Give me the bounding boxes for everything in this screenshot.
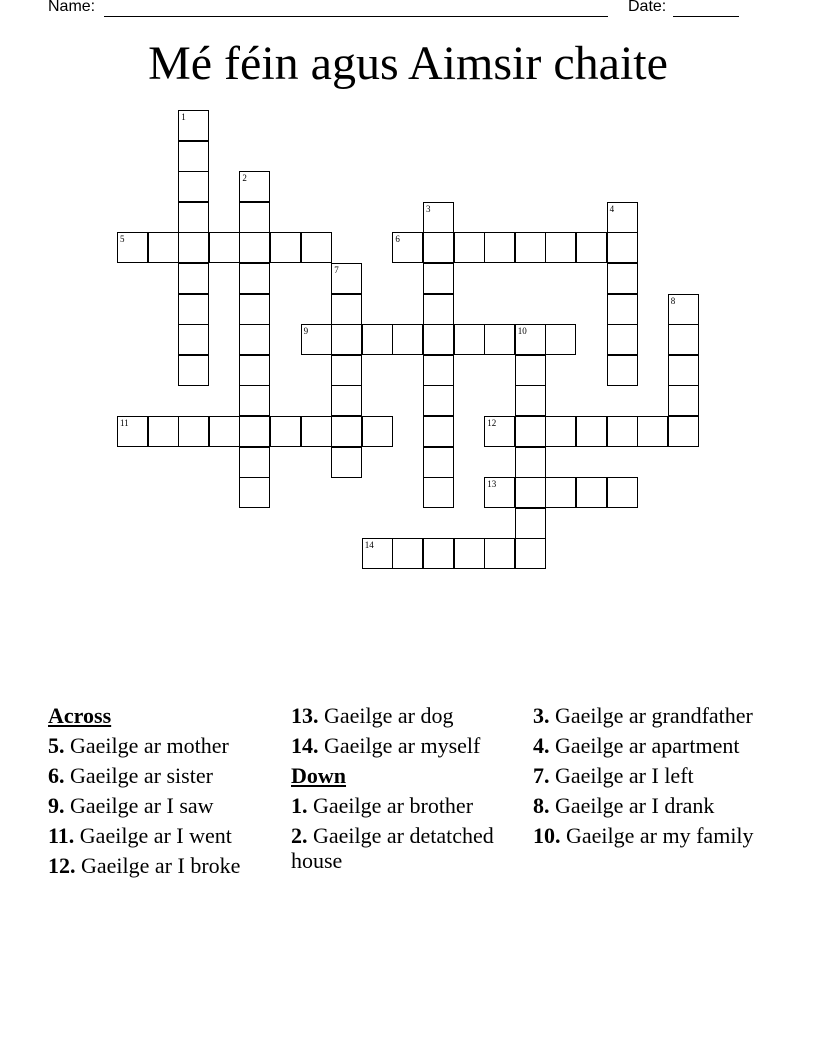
crossword-cell[interactable]: [239, 324, 270, 355]
crossword-cell[interactable]: [668, 294, 699, 325]
across-heading: Across: [48, 703, 112, 728]
crossword-cell[interactable]: [515, 447, 546, 478]
clue-item-text: Gaeilge ar sister: [64, 763, 213, 788]
clue-number: 9: [303, 326, 309, 337]
clue-item-number: 3.: [533, 703, 550, 728]
crossword-cell[interactable]: [362, 324, 393, 355]
crossword-cell[interactable]: [423, 202, 454, 233]
crossword-cell[interactable]: [576, 232, 607, 263]
clue-item-text: Gaeilge ar mother: [64, 733, 229, 758]
crossword-cell[interactable]: [239, 232, 270, 263]
clue-item-text: Gaeilge ar I saw: [64, 793, 214, 818]
crossword-cell[interactable]: [607, 416, 638, 447]
crossword-cell[interactable]: [178, 171, 209, 202]
crossword-cell[interactable]: [545, 232, 576, 263]
clue-item: [291, 733, 521, 758]
clue-number: 5: [120, 234, 125, 245]
clue-item-text: Gaeilge ar myself: [318, 733, 481, 758]
crossword-cell[interactable]: [331, 263, 362, 294]
crossword-cell[interactable]: [178, 110, 209, 141]
crossword-cell[interactable]: [668, 324, 699, 355]
crossword-cell[interactable]: [484, 324, 515, 355]
clue-item-text: Gaeilge ar detatched house: [291, 823, 494, 873]
crossword-cell[interactable]: [239, 447, 270, 478]
crossword-cell[interactable]: [423, 538, 454, 569]
crossword-cell[interactable]: [668, 416, 699, 447]
clue-item-number: 5.: [48, 733, 65, 758]
clue-item: [533, 793, 763, 818]
clue-item: [533, 763, 763, 788]
crossword-cell[interactable]: [178, 263, 209, 294]
clue-column-3: [533, 703, 763, 853]
crossword-cell[interactable]: [484, 416, 515, 447]
crossword-cell[interactable]: [515, 385, 546, 416]
crossword-cell[interactable]: [148, 416, 179, 447]
crossword-cell[interactable]: [239, 477, 270, 508]
crossword-cell[interactable]: [423, 355, 454, 386]
clue-item: [533, 823, 763, 848]
clue-item-number: 7.: [533, 763, 550, 788]
clue-item-number: 13.: [291, 703, 319, 728]
crossword-cell[interactable]: [545, 416, 576, 447]
crossword-cell[interactable]: [331, 416, 362, 447]
crossword-cell[interactable]: [484, 477, 515, 508]
crossword-cell[interactable]: [607, 202, 638, 233]
crossword-cell[interactable]: [484, 538, 515, 569]
crossword-cell[interactable]: [423, 447, 454, 478]
crossword-cell[interactable]: [301, 232, 332, 263]
clue-number: 3: [426, 203, 431, 214]
crossword-cell[interactable]: [301, 416, 332, 447]
crossword-cell[interactable]: [331, 324, 362, 355]
crossword-cell[interactable]: [331, 447, 362, 478]
clue-item-number: 14.: [291, 733, 319, 758]
clue-item-text: Gaeilge ar my family: [560, 823, 754, 848]
crossword-cell[interactable]: [423, 232, 454, 263]
crossword-cell[interactable]: [607, 232, 638, 263]
clue-column-2: [291, 703, 521, 878]
clue-item-text: Gaeilge ar apartment: [549, 733, 740, 758]
clue-item-number: 8.: [533, 793, 550, 818]
clue-number: 1: [181, 112, 186, 122]
crossword-cell[interactable]: [331, 294, 362, 325]
clue-item: [533, 733, 763, 758]
crossword-cell[interactable]: [668, 355, 699, 386]
crossword-cell[interactable]: [239, 355, 270, 386]
crossword-cell[interactable]: [392, 538, 423, 569]
crossword-cell[interactable]: [117, 232, 148, 263]
crossword-cell[interactable]: [392, 232, 423, 263]
crossword-cell[interactable]: [178, 355, 209, 386]
clue-item: [48, 823, 278, 848]
crossword-cell[interactable]: [423, 416, 454, 447]
clue-item: [291, 823, 521, 873]
crossword-cell[interactable]: [454, 324, 485, 355]
crossword-cell[interactable]: [178, 232, 209, 263]
clue-item: [48, 853, 278, 878]
crossword-cell[interactable]: [117, 416, 148, 447]
crossword-cell[interactable]: [607, 355, 638, 386]
crossword-cell[interactable]: [239, 171, 270, 202]
crossword-cell[interactable]: [178, 202, 209, 233]
clue-item: [48, 763, 278, 788]
crossword-cell[interactable]: [515, 508, 546, 539]
crossword-cell[interactable]: [178, 416, 209, 447]
clue-item-text: Gaeilge ar I drank: [549, 793, 715, 818]
crossword-cell[interactable]: [331, 385, 362, 416]
clue-item-number: 4.: [533, 733, 550, 758]
crossword-cell[interactable]: [423, 477, 454, 508]
crossword-cell[interactable]: [148, 232, 179, 263]
crossword-cell[interactable]: [301, 324, 332, 355]
clue-item: [291, 793, 521, 818]
crossword-cell[interactable]: [607, 324, 638, 355]
crossword-cell[interactable]: [515, 538, 546, 569]
crossword-cell[interactable]: [423, 294, 454, 325]
clue-item-number: 9.: [48, 793, 65, 818]
clue-number: 12: [487, 418, 497, 428]
crossword-cell[interactable]: [515, 416, 546, 447]
clue-item-number: 6.: [48, 763, 65, 788]
clue-number: 13: [487, 479, 497, 490]
crossword-cell[interactable]: [239, 294, 270, 325]
clue-item: [533, 703, 763, 728]
crossword-cell[interactable]: [239, 385, 270, 416]
clue-item-text: Gaeilge ar grandfather: [549, 703, 753, 728]
date-label: Date:: [628, 0, 667, 15]
page-title: Mé féin agus Aimsir chaite: [148, 37, 668, 90]
crossword-cell[interactable]: [637, 416, 668, 447]
down-heading: Down: [291, 763, 347, 788]
clue-item-number: 2.: [291, 823, 308, 848]
clue-number: 4: [609, 203, 615, 214]
clue-item: [291, 703, 521, 728]
clue-number: 14: [364, 540, 374, 551]
crossword-cell[interactable]: [607, 294, 638, 325]
crossword-cell[interactable]: [331, 355, 362, 386]
crossword-cell[interactable]: [239, 263, 270, 294]
crossword-cell[interactable]: [454, 538, 485, 569]
clue-item: [48, 733, 278, 758]
clue-number: 8: [670, 295, 676, 306]
crossword-cell[interactable]: [576, 477, 607, 508]
clue-item-number: 12.: [48, 853, 76, 878]
clue-number: 11: [120, 418, 129, 428]
name-label: Name:: [48, 0, 96, 15]
crossword-cell[interactable]: [178, 294, 209, 325]
clue-number: 7: [334, 265, 339, 275]
crossword-cell[interactable]: [209, 416, 240, 447]
crossword-cell[interactable]: [515, 232, 546, 263]
crossword-cell[interactable]: [423, 324, 454, 355]
clue-item-text: Gaeilge ar I broke: [75, 853, 241, 878]
crossword-cell[interactable]: [515, 324, 546, 355]
crossword-cell[interactable]: [545, 477, 576, 508]
crossword-cell[interactable]: [423, 263, 454, 294]
crossword-cell[interactable]: [270, 416, 301, 447]
crossword-cell[interactable]: [607, 263, 638, 294]
clue-item-text: Gaeilge ar dog: [318, 703, 454, 728]
crossword-cell[interactable]: [270, 232, 301, 263]
crossword-cell[interactable]: [239, 416, 270, 447]
clue-number: 2: [242, 173, 247, 184]
clue-item-text: Gaeilge ar I left: [549, 763, 694, 788]
clue-item-number: 11.: [48, 823, 75, 848]
crossword-cell[interactable]: [392, 324, 423, 355]
crossword-cell[interactable]: [607, 477, 638, 508]
crossword-cell[interactable]: [178, 324, 209, 355]
clue-item-number: 1.: [291, 793, 308, 818]
crossword-cell[interactable]: [545, 324, 576, 355]
clue-item-number: 10.: [533, 823, 561, 848]
clue-item-text: Gaeilge ar brother: [307, 793, 474, 818]
crossword-cell[interactable]: [423, 385, 454, 416]
clue-column-1: [48, 703, 278, 883]
crossword-cell[interactable]: [178, 141, 209, 172]
clue-number: 10: [517, 326, 527, 337]
crossword-cell[interactable]: [362, 416, 393, 447]
crossword-cell[interactable]: [515, 355, 546, 386]
crossword-cell[interactable]: [576, 416, 607, 447]
crossword-cell[interactable]: [239, 202, 270, 233]
crossword-cell[interactable]: [209, 232, 240, 263]
crossword-cell[interactable]: [668, 385, 699, 416]
clue-item: [48, 793, 278, 818]
crossword-cell[interactable]: [515, 477, 546, 508]
clue-number: 6: [395, 234, 400, 245]
crossword-cell[interactable]: [484, 232, 515, 263]
clue-item-text: Gaeilge ar I went: [74, 823, 232, 848]
crossword-cell[interactable]: [454, 232, 485, 263]
crossword-cell[interactable]: [362, 538, 393, 569]
